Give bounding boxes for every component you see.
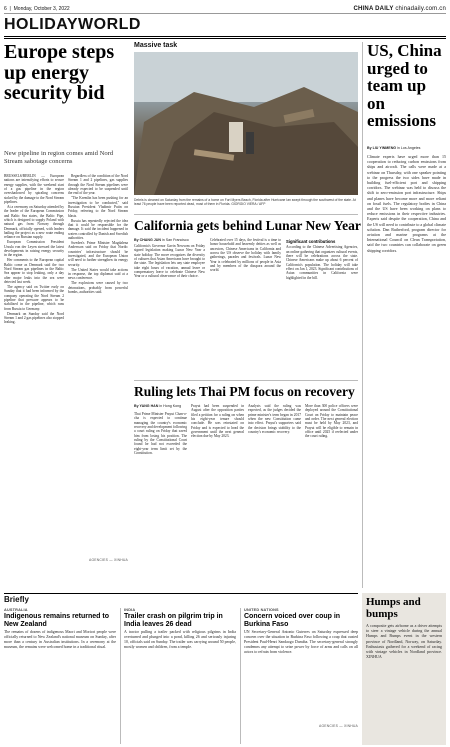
section-rule-thin — [4, 38, 446, 39]
humps-sidebar — [362, 593, 446, 745]
brief-divider-2 — [240, 608, 241, 744]
brief-item-1 — [4, 608, 116, 744]
massive-task-kicker: Massive task — [134, 42, 178, 49]
ruling-headline: Ruling lets Thai PM focus on recovery — [134, 384, 355, 399]
hurricane-caption: Debris is cleaned on Saturday from the remains of a home on Fort Myers Beach, Florida after Hurricane Ian swept through the southwest of the state. At least 76 people have been reported dead, most of them in Florida. GIORGIO VIERA / AFP — [134, 198, 356, 206]
lead-story-col-2: Regardless of the condition of the Nord Stream 1 and 2 pipelines, gas supplies through the Nord Stream pipelines were already expected to be suspended until the end of the year. "The Kremlin has been pushing for an investigation to be conducted," said Russian President Vladimir Putin on Friday, referring to the Nord Stream blasts. Russia has repeatedly rejected the idea that it could be responsible for the damage. It said the incident happened in waters controlled by Danish and Swedish authorities. Sweden's Prime Minister Magdalena Andersson said on Friday that Nordic countries' infrastructure should be investigated, and the European Union will need to further strengthen its energy security. The United States would take actions in response, the top diplomat said at a news conference. The explosions were caused by two detonations, probably from powerful bombs, authorities said. — [68, 174, 128, 294]
brief-headline: Concern voiced over coup in Burkina Faso — [244, 613, 341, 628]
brief-kicker: AUSTRALIA — [4, 608, 28, 612]
lunar-col-1: California's Governor Gavin Newsom on Friday signed legislation making Lunar New Year a state holiday. The move recognizes the diversity of cultures that Asian Americans have brought to the state. The legislation lets any state employee take eight hours of vacation, annual leave or compensatory leave to celebrate Chinese New Year or a cultural observance of their choice. — [134, 244, 205, 279]
brief-kicker: INDIA — [124, 608, 136, 612]
ruling-col-3: Analysts said the ruling was expected, as the judges decided the prime minister's term began in 2017 when the new Constitution came into effect. Prayut's supporters said the decision brings stability to the country's economic recovery. — [248, 404, 301, 435]
brief-kicker: UNITED NATIONS — [244, 608, 279, 612]
lunar-headline: California gets behind Lunar New Year — [134, 218, 361, 233]
brief-text: UN Secretary-General Antonio Guterres on Saturday expressed deep concern over the situation in Burkina Faso following a coup that ousted President Paul-Henri Sandaogo Damiba. The secretary-general strongly condemns any attempt to seize power by force of arms and calls on all actors to refrain from violence. — [244, 630, 358, 655]
brief-text: The remains of dozens of indigenous Maori and Moriori people were officially returned to New Zealand's national museum on Sunday, after more than a century in Australian institutions. In a ceremony at the museum, the remains were welcomed home in a traditional ritual. — [4, 630, 116, 650]
lunar-byline: By CHANG JUN in San Francisco — [134, 238, 189, 242]
ruling-col-2: Prayut had been suspended in August after the opposition parties filed a petition for a ruling on when his eight-year tenure should conclude. He was reinstated on Friday and is expected to head the government until the next general election due by May 2023. — [191, 404, 244, 439]
sidebar-text: A composite gets airborne as a driver attempts to steer a vintage vehicle during the annual Humps and Bumps event in the western province of Nordland, Norway, on Saturday. Enthusiasts gathered for a weekend of racing with vintage vehicles in Nordland province. XINHUA — [366, 623, 442, 660]
section-title: HOLIDAYWORLD — [4, 16, 141, 33]
lead-headline: Europe steps up energy security bid — [4, 41, 115, 104]
lead-deck: New pipeline in region comes amid Nord Stream sabotage concerns — [4, 150, 114, 165]
brief-divider-1 — [120, 608, 121, 744]
brief-headline: Indigenous remains returned to New Zealand — [4, 613, 110, 628]
ruling-byline: By YANG HAN in Hong Kong — [134, 404, 182, 408]
right-column-rule — [362, 42, 363, 588]
hurricane-debris-illustration — [134, 52, 358, 195]
lunar-subhead: Significant contributions — [286, 239, 336, 244]
us-body: Climate experts have urged more than 15 cooperation to reducing carbon emissions from ships and aircraft. The calls were made at a webinar on Thursday, with one speaker pointing to the progress the two sides have made in building fuel-efficient port and shipping corridors. The webinar was held to discuss the shift to zero-emission port infrastructure. Ships and planes have become more and more reliant on fossil fuels. The regulatory bodies in China and the US have been working on plans to reduce emissions in their respective industries. Experts said despite the cooperation, China and the US will need to contribute to a global climate solution. Dan Rutherford, program director for aviation and marine programs at the International Council on Clean Transportation, said the two countries can collaborate on green shipping corridors. — [367, 154, 446, 253]
brief-item-2 — [124, 608, 236, 744]
divider-lunar — [134, 214, 358, 215]
us-headline: US, China urged to team up on emissions — [367, 41, 442, 130]
hurricane-photo — [134, 52, 358, 195]
us-byline: By LIU YINMENG in Los Angeles — [367, 146, 421, 150]
briefly-title: Briefly — [4, 593, 358, 605]
masthead-bar — [4, 4, 446, 14]
lunar-col-3: Significant contributions According to the Chinese Advertising Agencies, an online gathering that organizes cultural events, there will be celebrations across the state. Chinese Americans make up about 6 percent of California's population. The holiday will take effect on Jan 1, 2023. Significant contributions of Asian communities in California were highlighted in the bill. — [286, 239, 358, 280]
page-date: 6 | Monday, October 3, 2022 — [4, 5, 70, 12]
section-rule — [4, 36, 446, 37]
brief-text: A tractor pulling a trailer packed with religious pilgrims in India overturned and plunged into a pond, killing 26 and seriously injuring 10, officials said on Sunday. The trailer was carrying around 50 people, mostly women and children, from a temple. — [124, 630, 236, 650]
brief-item-3 — [244, 608, 358, 744]
lead-story-col-1: BRUSSELS/BERLIN — European nations are intensifying efforts to secure energy supplies, with the weekend start of a gas pipeline in the region overshadowed by spiraling concerns stoked by the damage to the Nord Stream pipelines. At a ceremony on Saturday attended by the leader of the European Commission and Baltic Sea states, the Baltic Pipe, which is designed to supply Poland with natural gas from Norway through Denmark, officially opened, with leaders hailing the project as a new route ending reliance on Russian supply. European Commission President Ursula von der Leyen stressed the latest developments in raising energy security in the region. Her comments to the European capital Baltic come as Denmark said the two Nord Stream gas pipelines in the Baltic Sea appear to stop leaking, only a day after major leaks into the sea were detected last week. The agency said on Twitter early on Sunday that it had been informed by the company operating the Nord Stream 2 pipeline that pressure appears to be stabilized in the pipeline, which runs from Russia to Germany. Denmark on Sunday said the Nord Stream 1 and 2 gas pipelines also stopped leaking. — [4, 174, 64, 325]
sidebar-headline: Humps and bumps — [366, 596, 421, 620]
paper-logo: CHINA DAILY chinadaily.com.cn — [353, 5, 446, 12]
lead-story-credit: AGENCIES — XINHUA — [88, 558, 128, 562]
briefly-credit: AGENCIES — XINHUA — [318, 724, 358, 729]
brief-headline: Trailer crash on pilgrim trip in India leaves 26 dead — [124, 613, 223, 628]
ruling-col-1: Thai Prime Minister Prayut Chan-o-cha is expected to continue managing the country's economic recovery and development following a court ruling on Friday that saved him from losing his position. The ruling by the Constitutional Court found he had not exceeded the eight-year term limit set by the Constitution. — [134, 412, 187, 456]
lunar-col-2: Celebrated over 15 days, the festival is a time to honor household and heavenly deities as well as ancestors, Chinese Americans in California and across the US observe the holiday with family gatherings, parades and festivals. Lunar New Year is celebrated by millions of people in Asia and by members of the diaspora around the world. — [210, 238, 281, 273]
ruling-col-4: More than 300 police officers were deployed around the Constitutional Court on Friday to maintain peace and order. The next general election must be held by May 2023, and Prayut will be eligible to remain in office until 2025 if reelected under the court ruling. — [305, 404, 358, 439]
divider-ruling — [134, 380, 358, 381]
